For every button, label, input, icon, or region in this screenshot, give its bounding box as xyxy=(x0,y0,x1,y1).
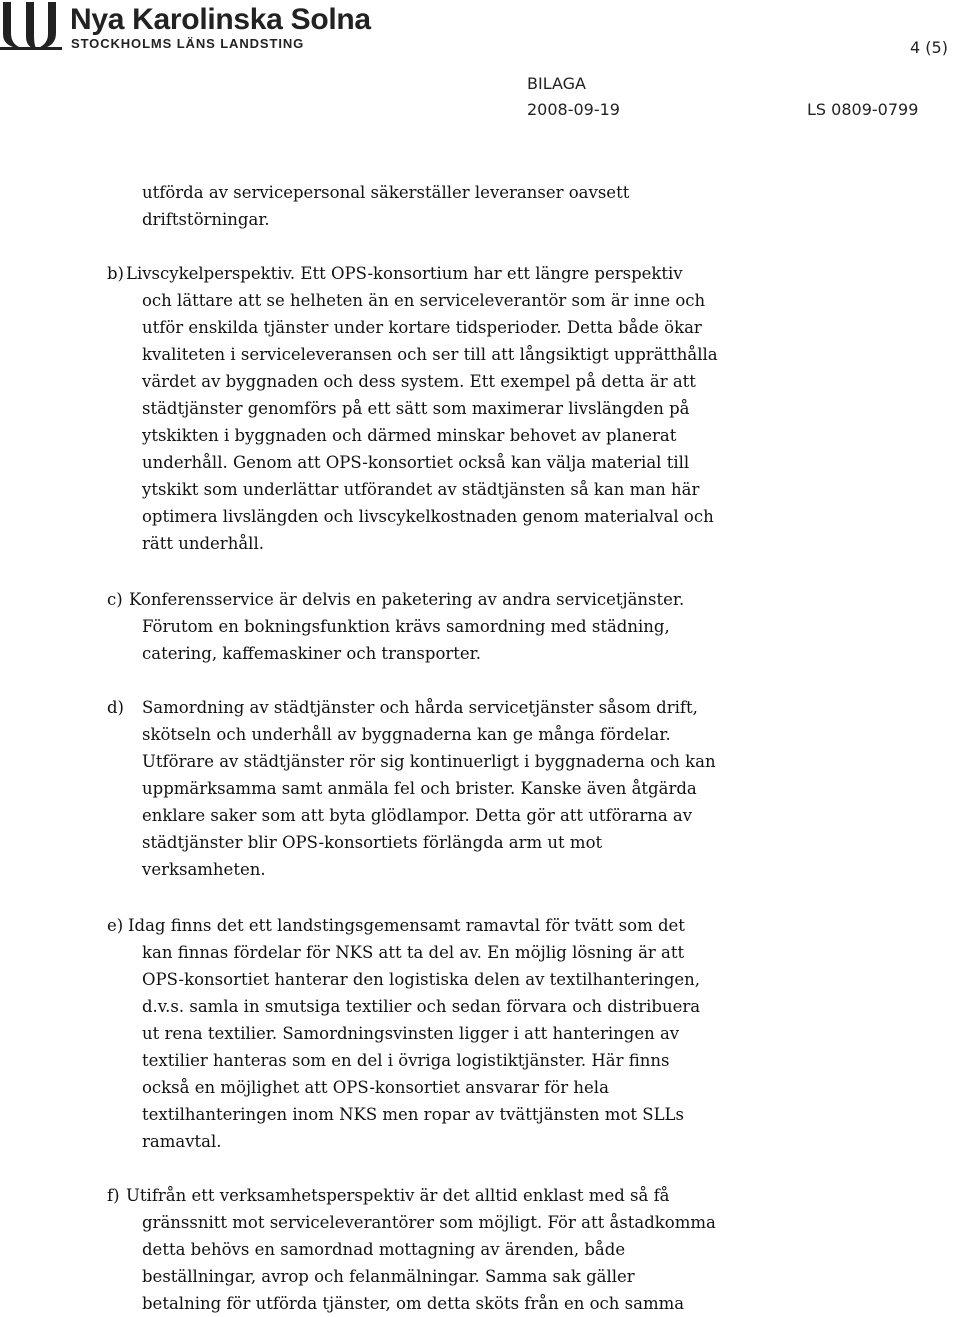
intro-line: utförda av servicepersonal säkerställer leveranser oavsett xyxy=(142,183,630,202)
list-item-line: OPS-konsortiet hanterar den logistiska delen av textilhanteringen, xyxy=(142,970,701,989)
list-item-line: kan finnas fördelar för NKS att ta del av. En möjlig lösning är att xyxy=(142,943,685,962)
document-type: BILAGA xyxy=(527,74,586,93)
list-marker: c) xyxy=(107,590,123,609)
list-item-line: underhåll. Genom att OPS-konsortiet också kan välja material till xyxy=(142,453,690,472)
list-item-line: enklare saker som att byta glödlampor. Detta gör att utförarna av xyxy=(142,806,693,825)
list-item-line: gränssnitt mot serviceleverantörer som möjligt. För att åstadkomma xyxy=(142,1213,716,1232)
list-item-line: Utifrån ett verksamhetsperspektiv är det alltid enklast med så få xyxy=(126,1186,670,1205)
list-item-line: d.v.s. samla in smutsiga textilier och sedan förvara och distribuera xyxy=(142,997,701,1016)
list-marker: d) xyxy=(107,698,124,717)
list-item-line: optimera livslängden och livscykelkostnaden genom materialval och xyxy=(142,507,714,526)
list-item-line: Konferensservice är delvis en paketering av andra servicetjänster. xyxy=(129,590,685,609)
list-item-line: textilhanteringen inom NKS men ropar av tvättjänsten mot SLLs xyxy=(142,1105,684,1124)
list-item-line: skötseln och underhåll av byggnaderna kan ge många fördelar. xyxy=(142,725,671,744)
document-date: 2008-09-19 xyxy=(527,100,620,119)
list-item-line: städtjänster blir OPS-konsortiets förlängda arm ut mot xyxy=(142,833,603,852)
list-item-line: ut rena textilier. Samordningsvinsten ligger i att hanteringen av xyxy=(142,1024,680,1043)
list-item-line: uppmärksamma samt anmäla fel och brister. Kanske även åtgärda xyxy=(142,779,697,798)
intro-line: driftstörningar. xyxy=(142,210,270,229)
page-number: 4 (5) xyxy=(910,38,948,57)
landsting-crown-icon xyxy=(0,0,64,52)
list-marker: b) xyxy=(107,264,124,283)
document-reference: LS 0809-0799 xyxy=(807,100,919,119)
list-item-line: ytskikt som underlättar utförandet av städtjänsten så kan man här xyxy=(142,480,700,499)
list-item-line: Livscykelperspektiv. Ett OPS-konsortium har ett längre perspektiv xyxy=(126,264,683,283)
list-item-line: textilier hanteras som en del i övriga logistiktjänster. Här finns xyxy=(142,1051,670,1070)
list-item-line: kvaliteten i serviceleveransen och ser till att långsiktigt upprätthålla xyxy=(142,345,718,364)
list-item-line: betalning för utförda tjänster, om detta sköts från en och samma xyxy=(142,1294,685,1313)
list-item-line: verksamheten. xyxy=(142,860,266,879)
list-item-line: också en möjlighet att OPS-konsortiet ansvarar för hela xyxy=(142,1078,609,1097)
list-item-line: städtjänster genomförs på ett sätt som maximerar livslängden på xyxy=(142,399,690,418)
list-item-line: beställningar, avrop och felanmälningar. Samma sak gäller xyxy=(142,1267,635,1286)
list-item-line: ytskikten i byggnaden och därmed minskar behovet av planerat xyxy=(142,426,677,445)
list-item-line: och lättare att se helheten än en serviceleverantör som är inne och xyxy=(142,291,706,310)
list-item-line: rätt underhåll. xyxy=(142,534,264,553)
list-marker: e) xyxy=(107,916,124,935)
list-item-line: detta behövs en samordnad mottagning av ärenden, både xyxy=(142,1240,626,1259)
list-item-line: Förutom en bokningsfunktion krävs samordning med städning, xyxy=(142,617,670,636)
organization-subtitle: STOCKHOLMS LÄNS LANDSTING xyxy=(71,36,305,51)
list-item-line: utför enskilda tjänster under kortare tidsperioder. Detta både ökar xyxy=(142,318,702,337)
list-marker: f) xyxy=(107,1186,120,1205)
list-item-line: Utförare av städtjänster rör sig kontinuerligt i byggnaderna och kan xyxy=(142,752,716,771)
list-item-line: ramavtal. xyxy=(142,1132,222,1151)
list-item-line: Idag finns det ett landstingsgemensamt ramavtal för tvätt som det xyxy=(128,916,685,935)
list-item-line: Samordning av städtjänster och hårda servicetjänster såsom drift, xyxy=(142,698,698,717)
list-item-line: catering, kaffemaskiner och transporter. xyxy=(142,644,481,663)
organization-name: Nya Karolinska Solna xyxy=(70,3,371,36)
list-item-line: värdet av byggnaden och dess system. Ett exempel på detta är att xyxy=(142,372,696,391)
organization-logo xyxy=(0,0,380,56)
